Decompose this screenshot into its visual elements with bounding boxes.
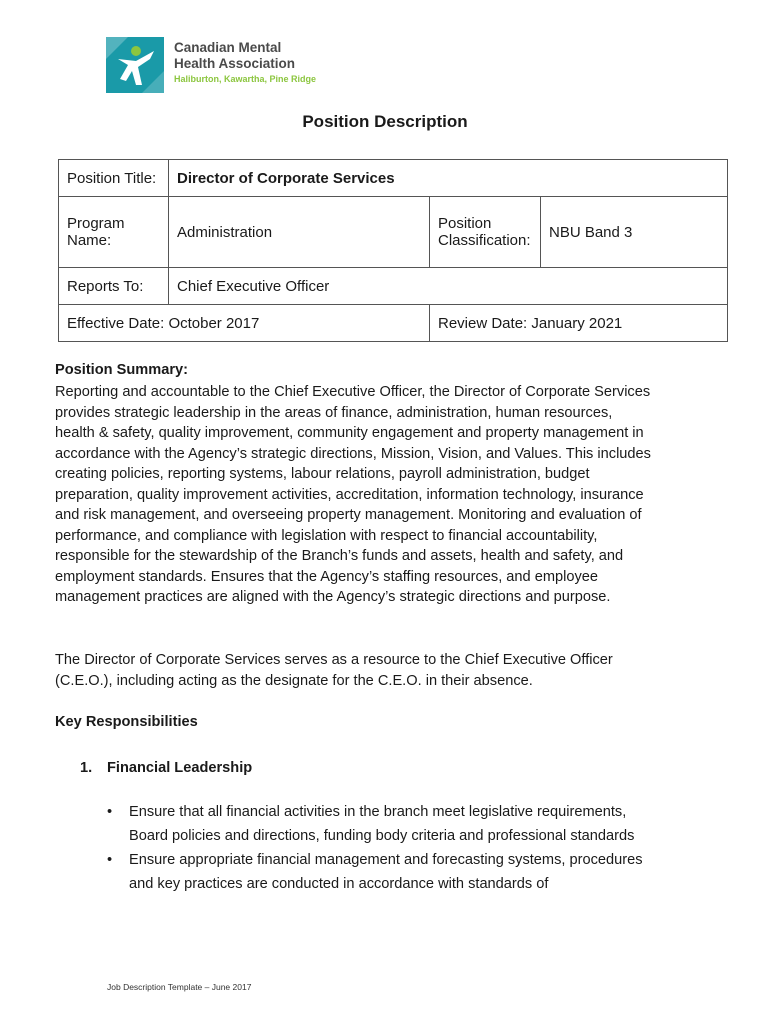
position-summary-heading: Position Summary: (55, 362, 188, 378)
financial-leadership-bullets (107, 800, 667, 896)
org-name-line1: Canadian Mental (174, 40, 282, 55)
list-item: • Ensure appropriate financial management and forecasting systems, procedures and key practices are conducted in accordance with standards of (107, 848, 667, 896)
org-name-line2: Health Association (174, 56, 296, 71)
review-date: Review Date: January 2021 (430, 305, 728, 342)
position-title-label: Position Title: (59, 160, 169, 197)
item-1-title: Financial Leadership (107, 760, 253, 776)
classification-value: NBU Band 3 (541, 197, 728, 268)
org-name (174, 40, 316, 86)
summary-paragraph-2: The Director of Corporate Services serves as a resource to the Chief Executive Officer (C.E.O.), including acting as the designate for the C.E.O. in their absence. (55, 652, 613, 689)
page-footer: Job Description Template – June 2017 (107, 982, 252, 992)
program-name-value: Administration (169, 197, 430, 268)
classification-label: Position Classification: (430, 197, 541, 268)
program-name-label: Program Name: (59, 197, 169, 268)
reports-to-value: Chief Executive Officer (169, 268, 728, 305)
document-title: Position Description (302, 112, 468, 131)
list-item: • Ensure that all financial activities in the branch meet legislative requirements, Board policies and directions, funding body criteria and professional standards (107, 800, 667, 848)
summary-paragraph-1: Reporting and accountable to the Chief Executive Officer, the Director of Corporate Services provides strategic leadership in the areas of finance, administration, human resources, health & safety, quality improvement, community engagement and property management in accordance with the Agency’s strategic directions, Mission, Vision, and Values. This includes creating policies, reporting systems, labour relations, payroll administration, budget preparation, quality improvement activities, accreditation, information technology, insurance and risk management, and overseeing property management. Monitoring and evaluation of performance, and compliance with legislation with respect to financial accountability, responsible for the stewardship of the Branch’s funds and assets, health and safety, and employment standards. Ensures that the Agency’s staffing resources, and employee management practices are aligned with the Agency’s strategic directions and purpose. (55, 384, 651, 605)
org-branch: Haliburton, Kawartha, Pine Ridge (174, 74, 317, 84)
effective-date: Effective Date: October 2017 (59, 305, 430, 342)
position-title-value: Director of Corporate Services (169, 160, 728, 197)
item-1-number: 1. (80, 760, 93, 776)
reports-to-label: Reports To: (59, 268, 169, 305)
key-responsibilities-heading: Key Responsibilities (55, 714, 198, 730)
position-info-table (58, 159, 728, 342)
cmha-logo-icon (106, 37, 164, 93)
